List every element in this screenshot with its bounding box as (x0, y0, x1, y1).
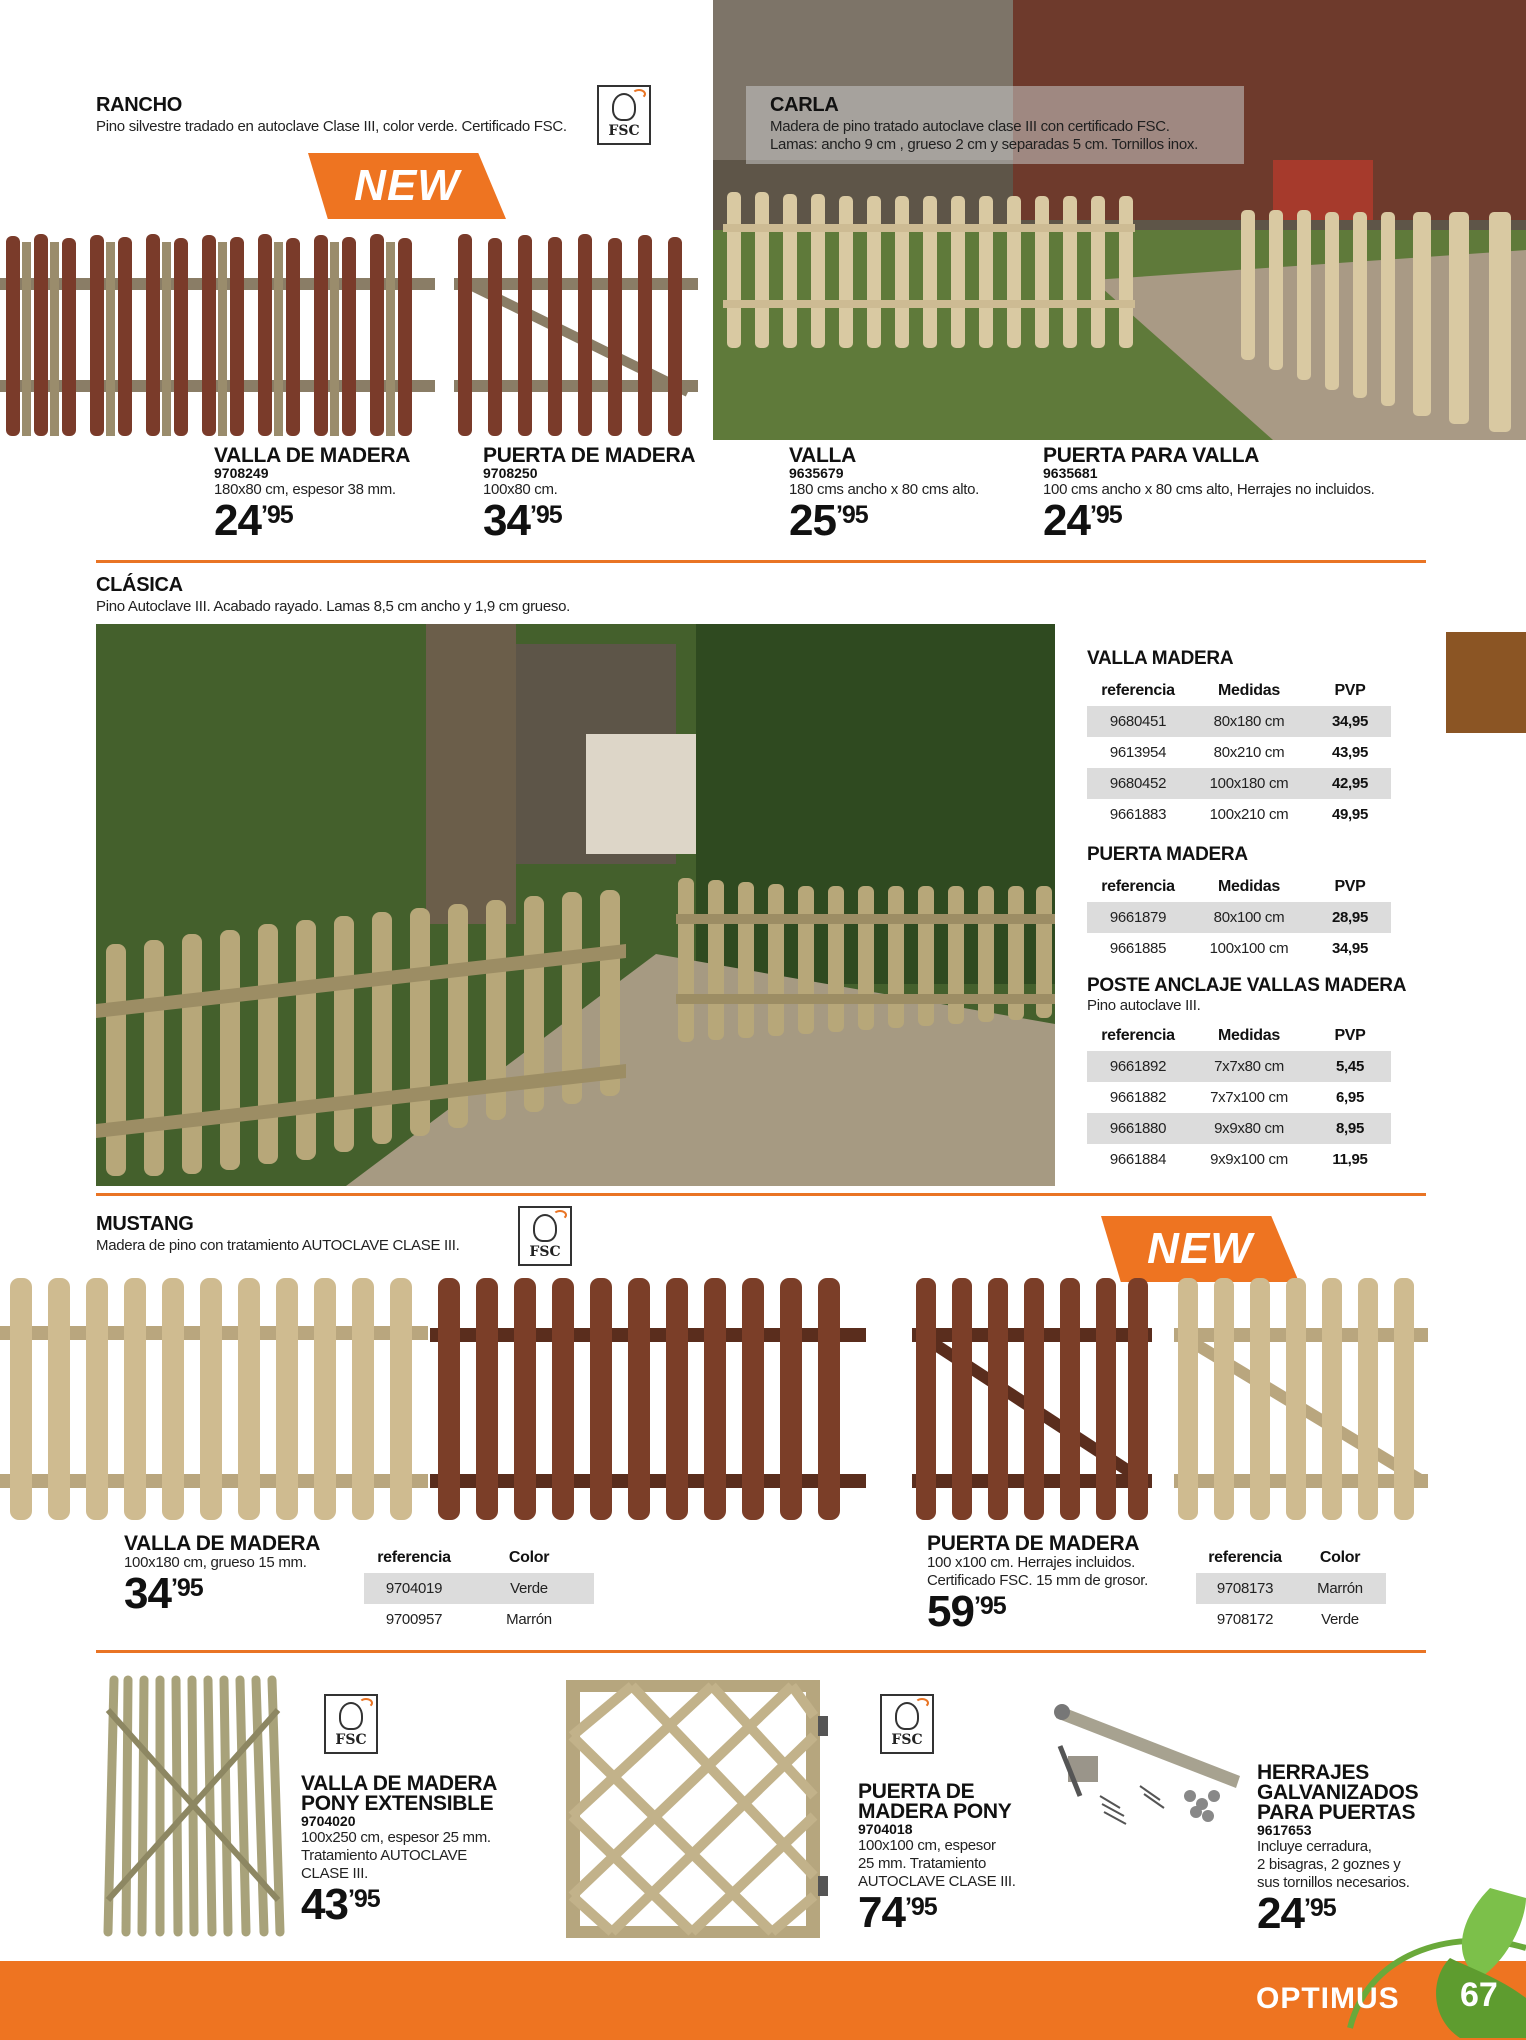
product-desc-line2: Certificado FSC. 15 mm de grosor. (927, 1572, 1149, 1589)
table-row: 9661883 100x210 cm 49,95 (1109, 806, 1369, 823)
product-puerta-de-madera-mustang (927, 1534, 1148, 1634)
col-header: referencia (1101, 1027, 1175, 1044)
col-header: referencia (1101, 878, 1175, 895)
product-name-line2: GALVANIZADOS (1257, 1781, 1419, 1804)
page-number: 67 (1460, 1976, 1498, 2014)
table-row: 9704019 Verde (364, 1573, 594, 1604)
col-header: PVP (1334, 878, 1366, 895)
side-color-tab (1446, 632, 1526, 733)
product-desc: 180 cms ancho x 80 cms alto. (789, 481, 980, 498)
product-ref: 9635681 (1043, 465, 1098, 481)
product-desc: 100x180 cm, grueso 15 mm. (124, 1554, 307, 1571)
col-header: Medidas (1218, 878, 1280, 895)
table-row: 9661882 7x7x100 cm 6,95 (1109, 1089, 1364, 1106)
table-title: POSTE ANCLAJE VALLAS MADERA (1087, 975, 1407, 996)
table-row: 9680452 100x180 cm 42,95 (1087, 768, 1391, 799)
product-name: VALLA DE MADERA (124, 1532, 321, 1555)
carla-photo (713, 0, 1526, 440)
mustang-valla-table (364, 1543, 594, 1635)
product-name: VALLA DE MADERA (214, 444, 411, 467)
product-desc: 100x80 cm. (483, 481, 558, 498)
spec-table (1087, 1021, 1391, 1175)
col-header: referencia (1101, 682, 1175, 699)
product-puerta-para-valla-carla (1043, 446, 1375, 543)
product-desc-line: 100x100 cm, espesor (858, 1837, 996, 1854)
fsc-logo: FSC (324, 1694, 378, 1754)
product-price: 34’95 (483, 496, 562, 545)
clasica-photo (96, 624, 1055, 1186)
table-row: 9613954 80x210 cm 43,95 (1109, 744, 1369, 761)
spec-table (1087, 676, 1391, 830)
brand-name: OPTIMUS (1256, 1982, 1400, 2015)
carla-description-line1: Madera de pino tratado autoclave clase III con certificado FSC. (770, 118, 1170, 135)
product-desc-line: CLASE III. (301, 1865, 369, 1882)
product-desc-line: AUTOCLAVE CLASE III. (858, 1873, 1016, 1890)
product-desc-line1: 100 x100 cm. Herrajes incluidos. (927, 1554, 1136, 1571)
spec-table (1087, 872, 1391, 964)
product-name-line2: MADERA PONY (858, 1800, 1012, 1823)
table-row: 9661880 9x9x80 cm 8,95 (1087, 1113, 1391, 1144)
table-row: 9680451 80x180 cm 34,95 (1087, 706, 1391, 737)
product-desc: 180x80 cm, espesor 38 mm. (214, 481, 396, 498)
col-header: referencia (377, 1549, 451, 1566)
col-header: PVP (1334, 1027, 1366, 1044)
col-header: PVP (1334, 682, 1366, 699)
product-pony-extensible (301, 1774, 497, 1927)
carla-title: CARLA (770, 94, 839, 116)
product-desc-line: 25 mm. Tratamiento (858, 1855, 986, 1872)
product-price: 25’95 (789, 496, 868, 545)
product-desc-line: 2 bisagras, 2 goznes y (1257, 1856, 1401, 1873)
product-name-line1: PUERTA DE (858, 1780, 975, 1803)
rancho-gate-image (454, 232, 698, 438)
product-desc-line: Tratamiento AUTOCLAVE (301, 1847, 467, 1864)
mustang-fence-brown-image (430, 1276, 866, 1522)
product-desc-line: 100x250 cm, espesor 25 mm. (301, 1829, 491, 1846)
product-puerta-pony (858, 1782, 1016, 1935)
table-title: VALLA MADERA (1087, 648, 1234, 669)
product-ref: 9617653 (1257, 1822, 1312, 1838)
fsc-logo: FSC (880, 1694, 934, 1754)
table-row: 9661892 7x7x80 cm 5,45 (1087, 1051, 1391, 1082)
col-header: Medidas (1218, 1027, 1280, 1044)
product-price: 24’95 (214, 496, 293, 545)
carla-description-line2: Lamas: ancho 9 cm , grueso 2 cm y separadas 5 cm. Tornillos inox. (770, 136, 1198, 153)
pony-extensible-image (98, 1670, 288, 1940)
new-badge: NEW (308, 153, 506, 219)
table-row: 9661879 80x100 cm 28,95 (1087, 902, 1391, 933)
product-price: 43’95 (301, 1880, 380, 1929)
table-puerta-madera (1087, 844, 1391, 964)
col-header: Color (1319, 1549, 1361, 1566)
product-ref: 9704020 (301, 1813, 356, 1829)
product-valla-de-madera-mustang (124, 1534, 320, 1616)
product-ref: 9708249 (214, 465, 269, 481)
product-puerta-de-madera-rancho (483, 446, 695, 543)
mustang-description: Madera de pino con tratamiento AUTOCLAVE CLASE III. (96, 1237, 460, 1254)
product-name: VALLA (789, 444, 856, 467)
table-row: 9708173 Marrón (1196, 1573, 1386, 1604)
product-desc: 100 cms ancho x 80 cms alto, Herrajes no incluidos. (1043, 481, 1375, 498)
table-valla-madera (1087, 648, 1391, 830)
rancho-fence-image (0, 232, 435, 438)
product-name-line1: VALLA DE MADERA (301, 1772, 498, 1795)
optimus-logo (1256, 1982, 1400, 2016)
fsc-tree-icon (339, 1702, 363, 1730)
product-name: PUERTA DE MADERA (483, 444, 696, 467)
mustang-title: MUSTANG (96, 1213, 194, 1235)
clasica-description: Pino Autoclave III. Acabado rayado. Lamas 8,5 cm ancho y 1,9 cm grueso. (96, 598, 570, 615)
fsc-tree-icon (533, 1214, 557, 1242)
puerta-pony-image (562, 1676, 830, 1942)
mustang-fence-green-image (0, 1276, 428, 1522)
product-price: 59’95 (927, 1587, 1006, 1636)
product-valla-de-madera-rancho (214, 446, 410, 543)
table-row: 9661884 9x9x100 cm 11,95 (1109, 1151, 1368, 1168)
col-header: Color (508, 1549, 550, 1566)
product-price: 34’95 (124, 1569, 203, 1618)
product-name-line1: HERRAJES (1257, 1761, 1369, 1784)
table-row: 9708172 Verde (1216, 1611, 1359, 1628)
fsc-tree-icon (612, 93, 636, 121)
table-title: PUERTA MADERA (1087, 844, 1248, 865)
table-row: 9661885 100x100 cm 34,95 (1109, 940, 1369, 957)
product-price: 74’95 (858, 1888, 937, 1937)
mustang-gate-image (912, 1276, 1428, 1522)
clasica-title: CLÁSICA (96, 574, 183, 596)
product-name-line3: PARA PUERTAS (1257, 1801, 1416, 1824)
mustang-puerta-table (1196, 1543, 1386, 1635)
rancho-description: Pino silvestre tradado en autoclave Clase III, color verde. Certificado FSC. (96, 118, 567, 135)
new-badge: NEW (1101, 1216, 1299, 1282)
fsc-logo: FSC (597, 85, 651, 145)
rancho-title: RANCHO (96, 94, 182, 116)
product-name-line2: PONY EXTENSIBLE (301, 1792, 494, 1815)
table-row: 9700957 Marrón (385, 1611, 552, 1628)
table-poste-anclaje (1087, 975, 1406, 1175)
product-ref: 9704018 (858, 1821, 913, 1837)
herrajes-image (1040, 1696, 1250, 1846)
product-desc-line: Incluye cerradura, (1257, 1838, 1372, 1855)
col-header: Medidas (1218, 682, 1280, 699)
fsc-logo: FSC (518, 1206, 572, 1266)
table-subtitle: Pino autoclave III. (1087, 997, 1201, 1014)
product-price: 24’95 (1257, 1889, 1336, 1938)
product-name: PUERTA PARA VALLA (1043, 444, 1260, 467)
product-name: PUERTA DE MADERA (927, 1532, 1140, 1555)
product-ref: 9635679 (789, 465, 844, 481)
leaf-decoration-icon (1340, 1888, 1526, 2040)
product-valla-carla (789, 446, 979, 543)
fsc-tree-icon (895, 1702, 919, 1730)
product-ref: 9708250 (483, 465, 538, 481)
section-divider (96, 1650, 1426, 1653)
section-divider (96, 1193, 1426, 1196)
section-divider (96, 560, 1426, 563)
col-header: referencia (1208, 1549, 1282, 1566)
product-price: 24’95 (1043, 496, 1122, 545)
product-desc-line: sus tornillos necesarios. (1257, 1874, 1410, 1891)
